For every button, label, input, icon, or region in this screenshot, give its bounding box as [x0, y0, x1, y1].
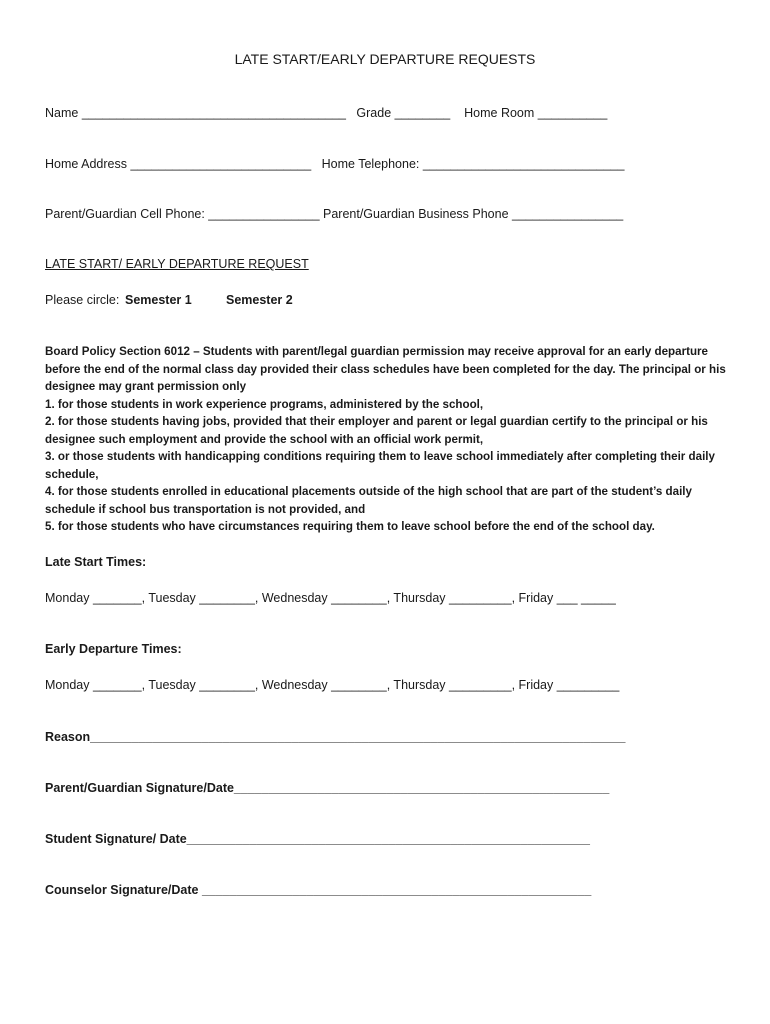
- name-grade-homeroom-fields[interactable]: Name ______________________________________ Grade ________ Home Room __________: [45, 106, 608, 120]
- policy-item-1: 1. for those students in work experience programs, administered by the school,: [45, 397, 484, 411]
- guardian-phone-fields[interactable]: Parent/Guardian Cell Phone: ________________ Parent/Guardian Business Phone ________________: [45, 207, 624, 221]
- semester-2-option[interactable]: Semester 2: [226, 293, 293, 307]
- parent-signature-field[interactable]: Parent/Guardian Signature/Date______________________________________________________: [45, 781, 610, 795]
- board-policy: [45, 343, 730, 536]
- policy-item-2: 2. for those students having jobs, provided that their employer and parent or legal guardian certify to the principal or his designee such employment and provide the school with an official work permit,: [45, 415, 708, 446]
- policy-intro: Board Policy Section 6012 – Students with parent/legal guardian permission may receive approval for an early departure before the end of the normal class day provided their class schedules have been completed for the day. The principal or his designee may grant permission only: [45, 345, 726, 393]
- counselor-signature-field[interactable]: Counselor Signature/Date ________________________________________________________: [45, 883, 592, 897]
- late-start-label: Late Start Times:: [45, 555, 147, 569]
- semester-1-option[interactable]: Semester 1: [125, 293, 192, 307]
- policy-item-5: 5. for those students who have circumstances requiring them to leave school before the end of the school day.: [45, 520, 655, 533]
- policy-item-4: 4. for those students enrolled in educational placements outside of the high school that are part of the student’s daily schedule if school bus transportation is not provided, and: [45, 485, 692, 516]
- page-title: LATE START/EARLY DEPARTURE REQUESTS: [234, 51, 536, 67]
- late-start-days[interactable]: Monday _______, Tuesday ________, Wednesday ________, Thursday _________, Friday ___ _____: [45, 591, 616, 605]
- student-signature-field[interactable]: Student Signature/ Date__________________________________________________________: [45, 832, 590, 846]
- early-departure-label: Early Departure Times:: [45, 642, 182, 656]
- reason-field[interactable]: Reason_____________________________________________________________________________: [45, 730, 626, 744]
- address-telephone-fields[interactable]: Home Address __________________________ Home Telephone: _____________________________: [45, 157, 625, 171]
- section-heading: LATE START/ EARLY DEPARTURE REQUEST: [45, 257, 309, 271]
- policy-item-3: 3. or those students with handicapping conditions requiring them to leave school immediately after completing their daily schedule,: [45, 450, 715, 481]
- early-departure-days[interactable]: Monday _______, Tuesday ________, Wednesday ________, Thursday _________, Friday _________: [45, 678, 620, 692]
- semester-prefix: Please circle:: [45, 293, 120, 307]
